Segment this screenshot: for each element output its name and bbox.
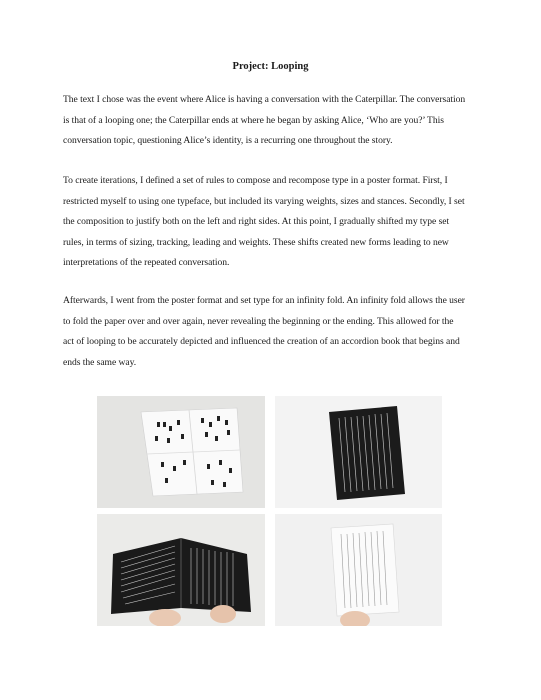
text-line: to fold the paper over and over again, never revealing the beginning or the ending. This allowed for the bbox=[63, 315, 454, 327]
page-title: Project: Looping bbox=[232, 61, 309, 72]
photo-infinity-fold bbox=[97, 396, 265, 508]
text-line: The text I chose was the event where Alice is having a conversation with the Caterpillar. The conversation bbox=[63, 94, 466, 105]
text-line: restricted myself to using one typeface, but included its varying weights, sizes and stances. Secondly, I set bbox=[63, 195, 465, 207]
photo-black-book-open bbox=[97, 514, 265, 626]
photo-black-book-closed bbox=[275, 396, 442, 508]
infinity-fold-illustration bbox=[97, 396, 265, 508]
white-book-illustration bbox=[275, 514, 442, 626]
paragraph-2 bbox=[63, 171, 483, 274]
text-line: ends the same way. bbox=[63, 356, 137, 368]
photo-white-book bbox=[275, 514, 442, 626]
text-line: rules, in terms of sizing, tracking, leading and weights. These shifts created new forms leading to new bbox=[63, 236, 449, 248]
text-line: Afterwards, I went from the poster format and set type for an infinity fold. An infinity fold allows the user bbox=[63, 295, 465, 306]
paragraph-3 bbox=[63, 291, 483, 373]
text-line: interpretations of the repeated conversation. bbox=[63, 257, 230, 268]
text-line: act of looping to be accurately depicted and influenced the creation of an accordion book that begins and bbox=[63, 336, 460, 347]
text-line: the composition to justify both on the left and right sides. At this point, I gradually shifted my type set bbox=[63, 216, 450, 227]
text-line: To create iterations, I defined a set of rules to compose and recompose type in a poster format. First, I bbox=[63, 175, 448, 186]
text-line: conversation topic, questioning Alice’s identity, is a recurring one throughout the story. bbox=[63, 135, 393, 146]
black-book-illustration bbox=[275, 396, 442, 508]
paragraph-1 bbox=[63, 90, 483, 152]
open-book-illustration bbox=[97, 514, 265, 626]
text-line: is that of a looping one; the Caterpillar ends at where he began by asking Alice, ‘Who are you?’ This bbox=[63, 114, 444, 126]
